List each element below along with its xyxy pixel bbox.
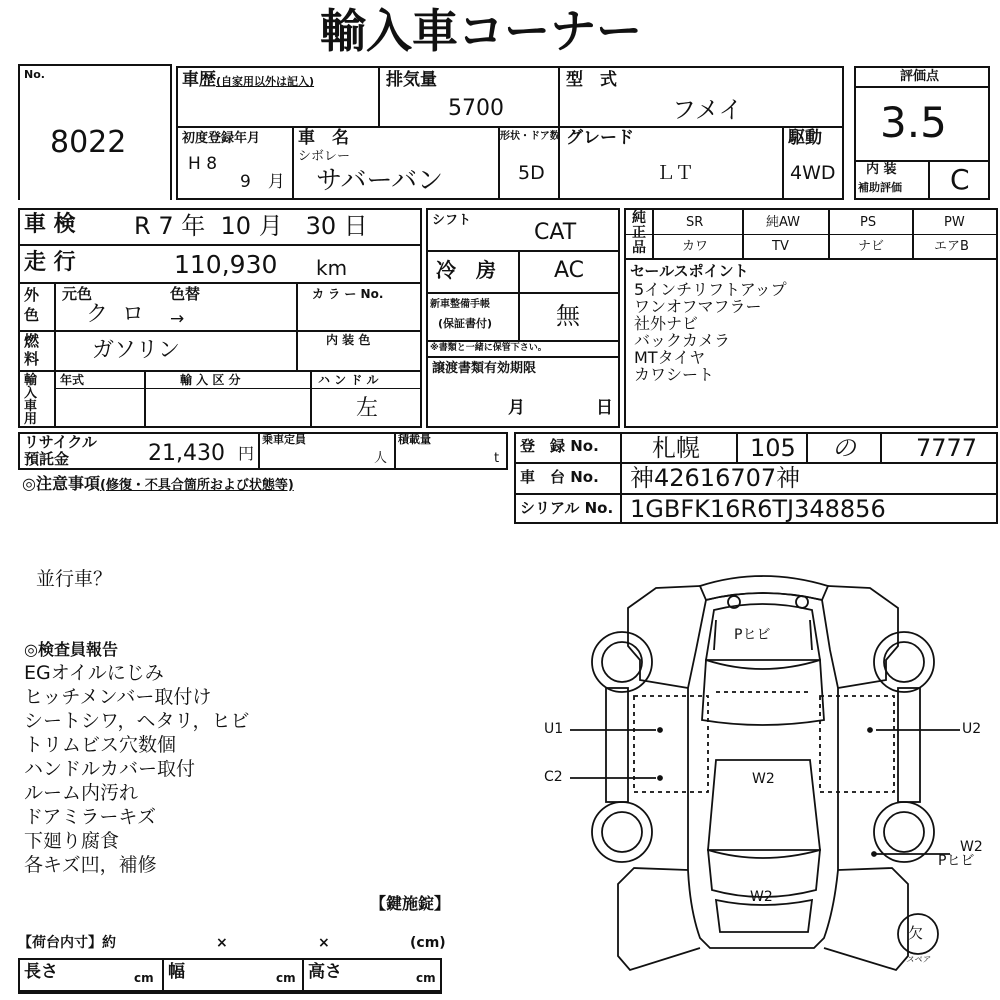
first-reg-month: 9 月 — [240, 172, 285, 192]
diagram-label-c2: C2 — [544, 769, 563, 785]
lot-number-box — [18, 64, 172, 200]
sales-point-1: 5インチリフトアップ — [634, 280, 787, 299]
first-reg-era: H 8 — [188, 154, 218, 174]
maintenance-note: ※書類と一緒に保管下さい。 — [430, 343, 547, 353]
diagram-label-p-crack-right: Pヒビ — [938, 853, 975, 869]
transfer-label: 譲渡書類有効期限 — [432, 361, 537, 376]
cargo-width-label: 幅 — [168, 962, 185, 982]
displacement-label: 排気量 — [386, 70, 437, 90]
cargo-length-label: 長さ — [24, 962, 58, 982]
interior-rating-value: C — [950, 163, 970, 196]
inspector-heading: ◎検査員報告 — [24, 640, 118, 659]
diagram-label-p-crack-top: Pヒビ — [734, 627, 771, 643]
maintenance-value: 無 — [556, 302, 580, 330]
cargo-unit: (cm) — [410, 935, 446, 951]
drive-label: 駆動 — [788, 128, 822, 148]
registration-class: 105 — [750, 434, 796, 462]
sales-point-2: ワンオフマフラー — [634, 297, 762, 316]
interior-rating-label-2: 補助評価 — [858, 181, 902, 194]
key-locked-note: 【鍵施錠】 — [370, 894, 451, 913]
recycle-label-2: 預託金 — [24, 450, 70, 468]
chassis-value: 神42616707神 — [630, 464, 801, 492]
inspection-label: 車 検 — [24, 212, 76, 237]
cargo-heading: 【荷台内寸】約 — [18, 935, 116, 951]
mileage-label: 走 行 — [24, 250, 76, 275]
history-label: 車歴(自家用以外は記入) — [182, 70, 315, 90]
cargo-length-unit: cm — [134, 971, 154, 985]
genuine-r1-c1: SR — [686, 215, 704, 230]
diagram-label-u1: U1 — [544, 721, 564, 737]
inspector-line-3: シートシワ，ヘタリ，ヒビ — [24, 710, 250, 732]
page-title: 輸入車コーナー — [320, 4, 642, 58]
color-change-label: 色替 — [170, 285, 201, 303]
inspector-line-4: トリムビス穴数個 — [24, 734, 177, 756]
cargo-grid — [18, 958, 442, 994]
import-year-label: 年式 — [60, 373, 85, 387]
serial-value: 1GBFK16R6TJ348856 — [630, 495, 886, 523]
import-kind-label: 輸 入 区 分 — [180, 373, 241, 387]
interior-rating-label-1: 内 装 — [866, 162, 897, 177]
lot-number-label: No. — [24, 68, 45, 81]
cargo-x2: × — [318, 935, 330, 951]
interior-color-label: 内 装 色 — [326, 333, 371, 347]
genuine-r2-c3: ナビ — [858, 239, 885, 254]
transfer-day: 日 — [596, 398, 613, 418]
drive-value: 4WD — [790, 162, 836, 184]
load-unit: t — [494, 451, 500, 466]
maintenance-label-2: (保証書付) — [438, 317, 493, 330]
genuine-r1-c4: PW — [944, 215, 965, 230]
grade-label: グレード — [566, 128, 634, 148]
orig-color-value: クロ — [86, 302, 159, 327]
diagram-label-w2-right: W2 — [960, 839, 983, 855]
genuine-r1-c2: 純AW — [766, 215, 801, 230]
registration-city: 札幌 — [652, 434, 700, 462]
diagram-label-u2: U2 — [962, 721, 982, 737]
recycle-unit: 円 — [238, 444, 255, 463]
genuine-r1-c3: PS — [860, 215, 877, 230]
cargo-width-unit: cm — [276, 971, 296, 985]
maintenance-label-1: 新車整備手帳 — [430, 299, 490, 310]
sales-point-6: カワシート — [634, 365, 715, 384]
cargo-x1: × — [216, 935, 228, 951]
rating-value: 3.5 — [880, 98, 947, 147]
fuel-label-bottom: 料 — [24, 350, 40, 368]
displacement-value: 5700 — [448, 96, 504, 121]
sales-point-3: 社外ナビ — [634, 314, 699, 333]
genuine-r2-c4: エアB — [934, 239, 969, 254]
diagram-label-w2-bottom: W2 — [750, 889, 773, 905]
load-label: 積載量 — [398, 433, 431, 446]
color-change-value: → — [170, 309, 185, 329]
shape-door-label: 形状・ドア数 — [500, 131, 560, 142]
cargo-height-unit: cm — [416, 971, 436, 985]
spare-label: スペア — [906, 955, 930, 964]
shape-door-value: 5D — [518, 162, 545, 184]
cargo-height-label: 高さ — [308, 962, 342, 982]
import-label: 輸入車用 — [24, 373, 38, 427]
registration-label: 登 録 No. — [520, 437, 599, 455]
shift-value: CAT — [534, 220, 577, 245]
inspection-date: R 7 年 10 月 30 日 — [134, 212, 368, 240]
model-label: 型 式 — [566, 70, 617, 90]
fuel-label-top: 燃 — [24, 332, 40, 350]
inspector-line-5: ハンドルカバー取付 — [24, 758, 196, 780]
model-value: フメイ — [672, 96, 743, 124]
inspector-line-2: ヒッチメンバー取付け — [24, 686, 212, 708]
grade-value: ＬＴ — [656, 162, 695, 184]
car-name-value: サバーバン — [316, 166, 444, 196]
sales-point-5: MTタイヤ — [634, 348, 706, 367]
recycle-label-1: リサイクル — [24, 433, 97, 451]
diagram-label-w2-center: W2 — [752, 771, 775, 787]
rating-label: 評価点 — [900, 69, 940, 84]
inspector-line-9: 各キズ凹，補修 — [24, 854, 157, 876]
inspector-line-7: ドアミラーキズ — [24, 806, 157, 828]
first-reg-label: 初度登録年月 — [182, 131, 261, 146]
genuine-r2-c2: TV — [772, 239, 789, 254]
handle-label: ハ ン ド ル — [318, 373, 379, 387]
chassis-label: 車 台 No. — [520, 468, 599, 486]
capacity-unit: 人 — [374, 451, 388, 466]
aircon-value: AC — [554, 258, 585, 283]
sales-points-label: セールスポイント — [630, 262, 749, 280]
genuine-r2-c1: カワ — [682, 239, 709, 254]
sales-point-4: バックカメラ — [634, 331, 731, 350]
mileage-value: 110,930 — [174, 250, 278, 279]
car-name-label: 車 名 — [298, 128, 349, 148]
ext-color-label-top: 外 — [24, 286, 40, 304]
orig-color-label: 元色 — [62, 285, 93, 303]
inspector-line-6: ルーム内汚れ — [24, 782, 139, 804]
fuel-value: ガソリン — [92, 338, 181, 363]
aircon-label: 冷 房 — [436, 258, 496, 282]
color-no-label: カ ラ ー No. — [312, 287, 384, 301]
notes-label: ◎注意事項(修復・不具合箇所および状態等) — [22, 474, 294, 493]
genuine-label: 純正品 — [632, 210, 646, 256]
registration-kana: の — [832, 434, 856, 462]
lot-number-value: 8022 — [50, 125, 127, 160]
registration-number: 7777 — [916, 434, 978, 462]
mileage-unit: km — [316, 256, 348, 280]
shift-label: シフト — [432, 213, 472, 228]
transfer-month: 月 — [508, 398, 525, 418]
handle-value: 左 — [356, 396, 379, 421]
recycle-value: 21,430 — [148, 441, 225, 466]
capacity-label: 乗車定員 — [262, 433, 306, 446]
car-maker: シボレー — [298, 149, 351, 164]
inspector-line-1: EGオイルにじみ — [24, 662, 164, 684]
serial-label: シリアル No. — [520, 499, 614, 517]
inspection-grid — [18, 208, 422, 428]
parallel-note: 並行車？ — [36, 568, 113, 590]
inspector-line-8: 下廻り腐食 — [24, 830, 120, 852]
vehicle-diagram — [530, 560, 1000, 980]
spare-missing-mark: 欠 — [908, 924, 924, 942]
ext-color-label-bottom: 色 — [24, 306, 40, 324]
